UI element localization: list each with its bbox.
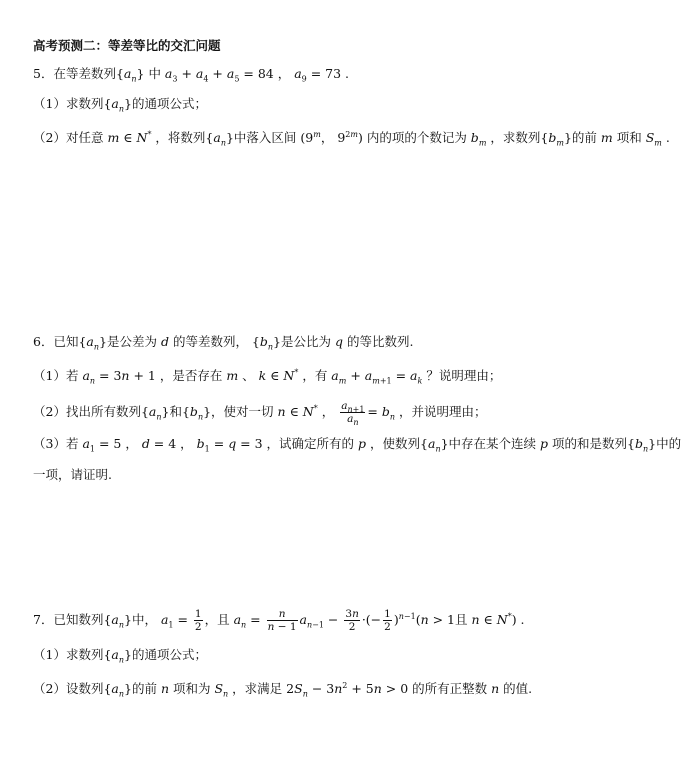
problem-7-statement: 7．已知数列$\{a_n\}$中， $a_1$ = $\frac{1}{2}$ ，且 $a_n$ = $\frac{n}{n - 1}$ $a_{n-1}$ − $\frac{3n}{2}$ ·(− $\frac{1}{2}$ )$^{n-1}$(n > 1且 n ∈ N*) . — [33, 608, 525, 633]
page-title: 高考预测二：等差等比的交汇问题 — [33, 38, 221, 53]
problem-7-part-2: （2）设数列$\{a_n\}$的前 n 项和为 $S_n$ ，求满足 $2S_n - 3n^2 + 5n > 0$ 的所有正整数 n 的值. — [33, 680, 533, 699]
fraction-n-over-n-minus-1: $\frac{n}{n - 1}$ — [267, 608, 297, 633]
problem-6-part-1: （1）若 $a_n = 3n + 1$ ，是否存在 m 、 k ∈ N* ，有 $a_m + a_{m+1} = a_k$ ？说明理由； — [33, 367, 502, 386]
problem-5-statement: 5．在等差数列$\{a_n\}$ 中 $a_3 + a_4 + a_5 = 84$ ， $a_9 = 73$ . — [33, 66, 350, 84]
fraction-3n-over-2: $\frac{3n}{2}$ — [345, 608, 359, 633]
problem-6-part-2: （2）找出所有数列$\{a_n\}$和$\{b_n\}$，使对一切 n ∈ N* ， $\frac{a_{n+1}}{a_n}$ = $b_n$ ，并说明理由； — [33, 400, 487, 428]
problem-5-number: 5． — [33, 66, 54, 81]
problem-6-part-3: （3）若 $a_1 = 5$ ， d = 4 ， $b_1 = q = 3$ ，试确定所有的 p ，使数列$\{a_n\}$中存在某个连续 p 项的和是数列$\{b_n\}$中的 — [33, 436, 681, 454]
problem-7-part-1: （1）求数列$\{a_n\}$的通项公式； — [33, 647, 207, 665]
problem-5-part-1: （1）求数列$\{a_n\}$的通项公式； — [33, 96, 207, 114]
fraction-one-half-neg: $\frac{1}{2}$ — [384, 608, 391, 633]
problem-6-number: 6． — [33, 334, 54, 349]
problem-7-number: 7． — [33, 612, 54, 627]
problem-6-part-3-cont: 一项，请证明. — [33, 467, 112, 482]
problem-5-part-2: （2）对任意 m ∈ N* ，将数列$\{a_n\}$中落入区间 (9$^m$， $9^{2m}$) 内的项的个数记为 $b_m$ ，求数列$\{b_m\}$的前 m 项和 $S_m$ . — [33, 129, 670, 148]
fraction-one-half: $\frac{1}{2}$ — [194, 608, 202, 633]
problem-6-statement: 6．已知$\{a_n\}$是公差为 d 的等差数列， $\{b_n\}$是公比为 q 的等比数列. — [33, 334, 414, 352]
fraction-a-ratio: $\frac{a_{n+1}}{a_n}$ — [341, 400, 365, 428]
